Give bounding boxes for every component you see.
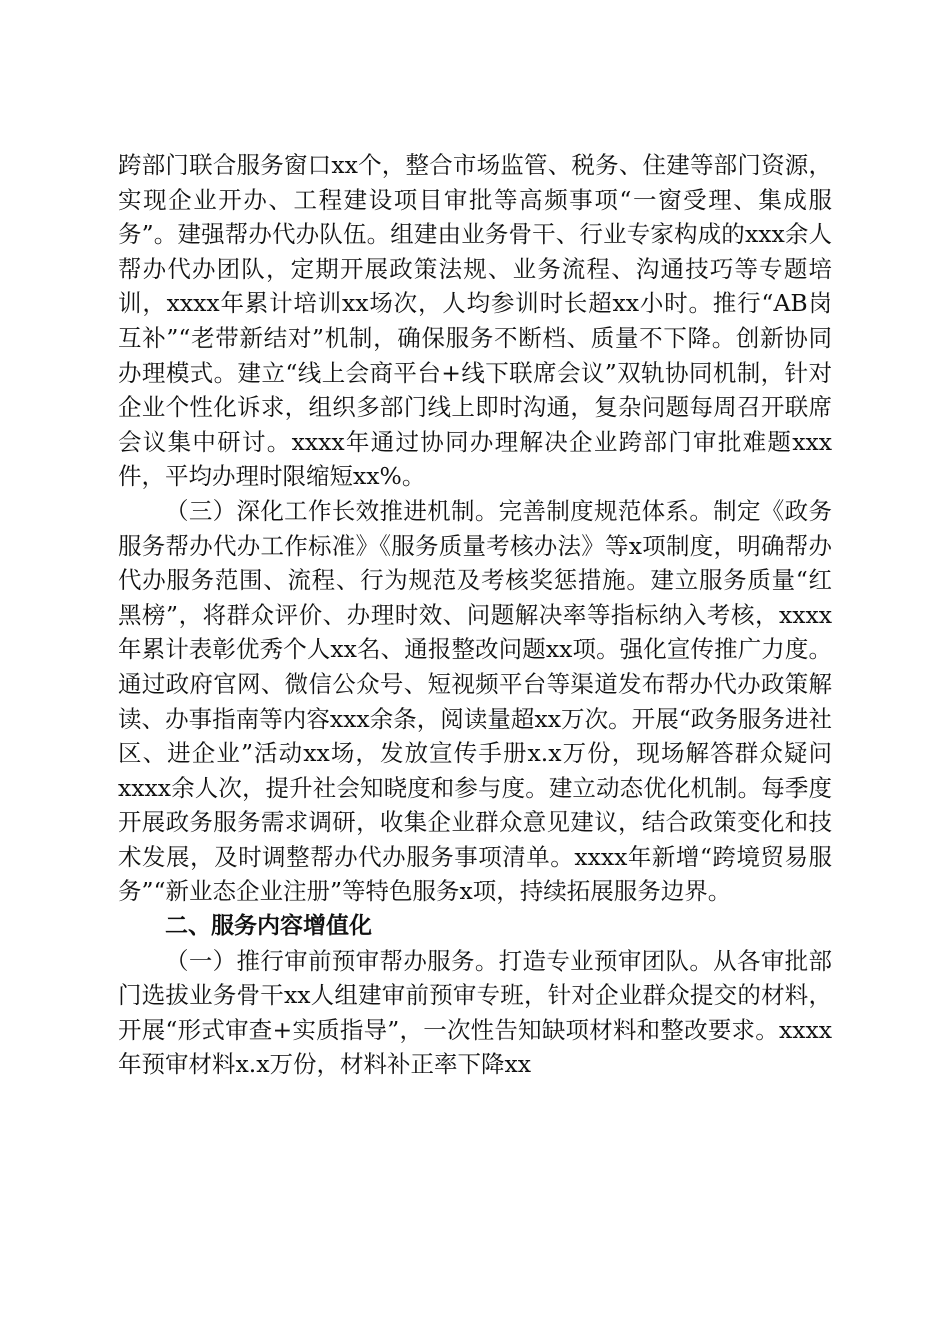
- body-paragraph-1: 跨部门联合服务窗口xx个，整合市场监管、税务、住建等部门资源，实现企业开办、工程建设项目审批等高频事项“一窗受理、集成服务”。建强帮办代办队伍。组建由业务骨干、行业专家构成的xxx余人帮办代办团队，定期开展政策法规、业务流程、沟通技巧等专题培训，xxxx年累计培训xx场次，人均参训时长超xx小时。推行“AB岗互补”“老带新结对”机制，确保服务不断档、质量不下降。创新协同办理模式。建立“线上会商平台+线下联席会议”双轨协同机制，针对企业个性化诉求，组织多部门线上即时沟通，复杂问题每周召开联席会议集中研讨。xxxx年通过协同办理解决企业跨部门审批难题xxx件，平均办理时限缩短xx%。: [118, 151, 832, 491]
- document-body: [118, 148, 832, 1082]
- body-paragraph-2: （三）深化工作长效推进机制。完善制度规范体系。制定《政务服务帮办代办工作标准》《服务质量考核办法》等x项制度，明确帮办代办服务范围、流程、行为规范及考核奖惩措施。建立服务质量“红黑榜”，将群众评价、办理时效、问题解决率等指标纳入考核，xxxx年累计表彰优秀个人xx名、通报整改问题xx项。强化宣传推广力度。通过政府官网、微信公众号、短视频平台等渠道发布帮办代办政策解读、办事指南等内容xxx余条，阅读量超xx万次。开展“政务服务进社区、进企业”活动xx场，发放宣传手册x.x万份，现场解答群众疑问xxxx余人次，提升社会知晓度和参与度。建立动态优化机制。每季度开展政务服务需求调研，收集企业群众意见建议，结合政策变化和技术发展，及时调整帮办代办服务事项清单。xxxx年新增“跨境贸易服务”“新业态企业注册”等特色服务x项，持续拓展服务边界。: [118, 496, 832, 906]
- body-paragraph-3: （一）推行审前预审帮办服务。打造专业预审团队。从各审批部门选拔业务骨干xx人组建审前预审专班，针对企业群众提交的材料，开展“形式审查+实质指导”，一次性告知缺项材料和整改要求。xxxx年预审材料x.x万份，材料补正率下降xx: [118, 946, 832, 1079]
- section-heading: 二、服务内容增值化: [165, 913, 372, 940]
